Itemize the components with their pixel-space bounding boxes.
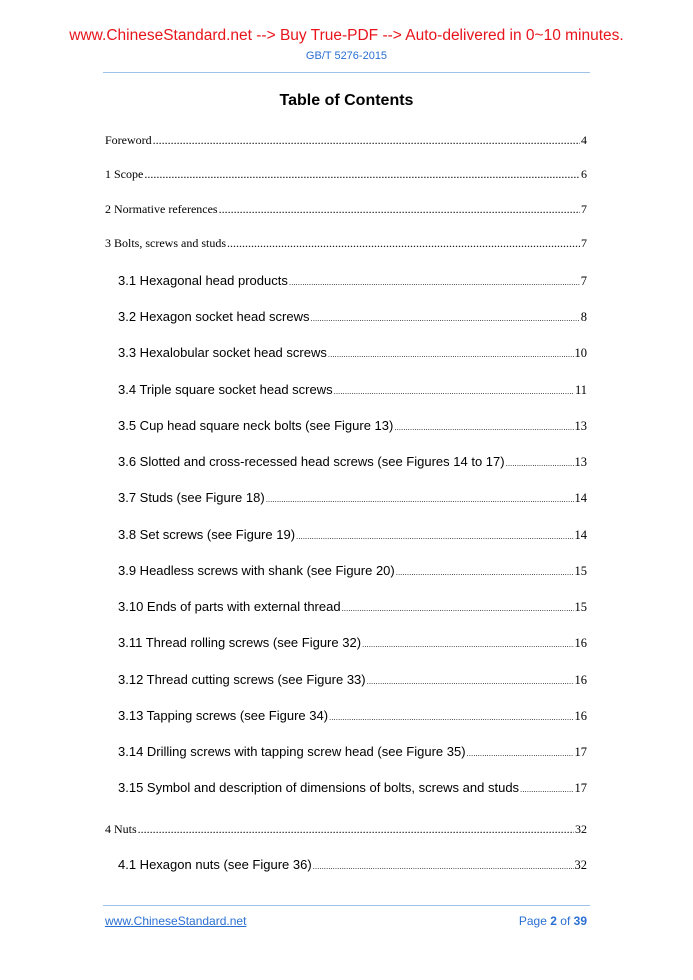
toc-entry-3-15[interactable] xyxy=(118,780,587,796)
dot-leader xyxy=(394,423,573,432)
dot-leader xyxy=(296,532,573,541)
toc-entry-label: 1 Scope xyxy=(105,167,144,181)
toc-entry-label: 2 Normative references xyxy=(105,202,218,216)
dot-leader xyxy=(334,387,574,396)
toc-entry-page: 13 xyxy=(574,455,587,469)
dot-leader xyxy=(362,640,573,649)
toc-entry-4-1[interactable] xyxy=(118,857,587,873)
dot-leader xyxy=(144,167,580,182)
toc-entry-page: 4 xyxy=(581,133,587,147)
toc-entry-label: 3.13 Tapping screws (see Figure 34) xyxy=(118,708,329,723)
toc-entry-page: 11 xyxy=(574,383,587,397)
toc-entry-3-8[interactable] xyxy=(118,527,587,543)
toc-entry-label: 3.8 Set screws (see Figure 19) xyxy=(118,527,296,542)
toc-entry-label: 3.9 Headless screws with shank (see Figure 20) xyxy=(118,563,395,578)
toc-entry-foreword[interactable] xyxy=(105,133,587,148)
header-banner[interactable]: www.ChineseStandard.net --> Buy True-PDF --> Auto-delivered in 0~10 minutes. xyxy=(69,27,624,44)
toc-entry-3-3[interactable] xyxy=(118,345,587,361)
toc-entry-3-11[interactable] xyxy=(118,635,587,651)
toc-entry-page: 15 xyxy=(574,564,587,578)
toc-entry-label: 3.5 Cup head square neck bolts (see Figure 13) xyxy=(118,418,394,433)
dot-leader xyxy=(266,495,574,504)
toc-entry-label: 3.2 Hexagon socket head screws xyxy=(118,309,310,324)
dot-leader xyxy=(311,314,580,323)
toc-entry-label: 3.14 Drilling screws with tapping screw head (see Figure 35) xyxy=(118,744,466,759)
page-total: 39 xyxy=(573,914,587,928)
footer-divider xyxy=(103,905,590,906)
page-indicator xyxy=(519,914,587,928)
toc-entry-page: 16 xyxy=(574,709,587,723)
toc-entry-3-7[interactable] xyxy=(118,490,587,506)
toc-title: Table of Contents xyxy=(279,92,414,109)
toc-entry-page: 7 xyxy=(581,236,587,250)
toc-entry-3-2[interactable] xyxy=(118,309,587,325)
toc-entry-page: 7 xyxy=(580,274,587,288)
toc-entry-3-5[interactable] xyxy=(118,418,587,434)
toc-entry-page: 14 xyxy=(574,491,587,505)
toc-entry-page: 8 xyxy=(580,310,587,324)
toc-entry-label: 3.15 Symbol and description of dimensions of bolts, screws and studs xyxy=(118,780,520,795)
toc-entry-3-1[interactable] xyxy=(118,273,587,289)
dot-leader xyxy=(467,749,574,758)
toc-entry-bolts-screws-studs[interactable] xyxy=(105,236,587,251)
toc-entry-label: 3.4 Triple square socket head screws xyxy=(118,382,333,397)
toc-entry-label: 4.1 Hexagon nuts (see Figure 36) xyxy=(118,857,312,872)
dot-leader xyxy=(342,604,574,613)
toc-entry-label: 3.6 Slotted and cross-recessed head screws (see Figures 14 to 17) xyxy=(118,454,505,469)
toc-entry-page: 32 xyxy=(575,822,587,836)
dot-leader xyxy=(396,568,574,577)
dot-leader xyxy=(313,862,574,871)
dot-leader xyxy=(138,822,574,837)
toc-entry-3-9[interactable] xyxy=(118,563,587,579)
toc-entry-label: 3.7 Studs (see Figure 18) xyxy=(118,490,265,505)
toc-entry-label: Foreword xyxy=(105,133,152,147)
toc-entry-page: 13 xyxy=(574,419,587,433)
page-current: 2 xyxy=(550,914,557,928)
footer-website-link[interactable]: www.ChineseStandard.net xyxy=(105,914,247,928)
toc-entry-page: 17 xyxy=(574,745,587,759)
toc-entry-page: 7 xyxy=(581,202,587,216)
dot-leader xyxy=(328,350,574,359)
toc-entry-label: 4 Nuts xyxy=(105,822,137,836)
toc-entry-page: 15 xyxy=(574,600,587,614)
toc-entry-scope[interactable] xyxy=(105,167,587,182)
toc-entry-3-6[interactable] xyxy=(118,454,587,470)
dot-leader xyxy=(367,677,574,686)
toc-entry-3-10[interactable] xyxy=(118,599,587,615)
dot-leader xyxy=(289,278,580,287)
toc-entry-page: 6 xyxy=(581,167,587,181)
toc-entry-nuts[interactable] xyxy=(105,822,587,837)
dot-leader xyxy=(329,713,573,722)
dot-leader xyxy=(227,236,580,251)
toc-entry-label: 3.10 Ends of parts with external thread xyxy=(118,599,341,614)
toc-entry-page: 10 xyxy=(574,346,587,360)
standard-code: GB/T 5276-2015 xyxy=(305,50,388,62)
dot-leader xyxy=(506,459,574,468)
dot-leader xyxy=(153,133,580,148)
toc-entry-3-14[interactable] xyxy=(118,744,587,760)
toc-entry-page: 14 xyxy=(574,528,587,542)
toc-entry-label: 3.3 Hexalobular socket head screws xyxy=(118,345,327,360)
toc-entry-3-13[interactable] xyxy=(118,708,587,724)
page-prefix: Page xyxy=(518,914,547,928)
dot-leader xyxy=(520,785,573,794)
page-of: of xyxy=(560,914,571,928)
toc-entry-normative-references[interactable] xyxy=(105,202,587,217)
toc-entry-label: 3.11 Thread rolling screws (see Figure 32) xyxy=(118,635,362,650)
toc-entry-label: 3 Bolts, screws and studs xyxy=(105,236,226,250)
toc-entry-page: 17 xyxy=(574,781,587,795)
dot-leader xyxy=(219,202,580,217)
toc-entry-3-4[interactable] xyxy=(118,382,587,398)
toc-entry-page: 16 xyxy=(574,636,587,650)
toc-entry-label: 3.12 Thread cutting screws (see Figure 33) xyxy=(118,672,366,687)
toc-entry-page: 16 xyxy=(574,673,587,687)
toc-entry-page: 32 xyxy=(574,858,587,872)
toc-entry-label: 3.1 Hexagonal head products xyxy=(118,273,288,288)
toc-entry-3-12[interactable] xyxy=(118,672,587,688)
